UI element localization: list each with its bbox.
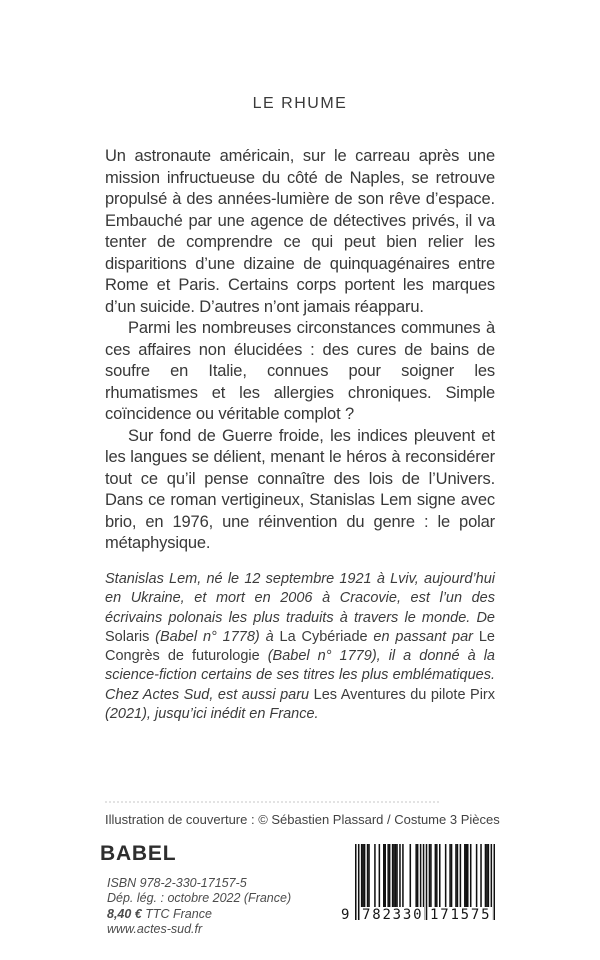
legal-deposit: Dép. lég. : octobre 2022 (France) (107, 891, 292, 906)
price-amount: 8,40 € (107, 906, 142, 921)
barcode-digit-first: 9 (341, 907, 352, 923)
barcode (341, 844, 495, 923)
bio-text: Stanislas Lem, né le 12 septembre 1921 à Lviv, aujourd’hui en Ukraine, et mort en 2006 à Cracovie, est l’un des écrivains polonais les plus traduits à travers le monde. De (105, 571, 495, 626)
bio-text: (Babel n° 1778) à (149, 628, 280, 645)
bio-book-title: Les Aventures du pilote Pirx (313, 686, 495, 703)
synopsis (105, 146, 495, 555)
barcode-digits-right: 171575 (430, 907, 492, 923)
publisher-website: www.actes-sud.fr (107, 921, 203, 936)
price (107, 907, 291, 922)
book-title: LE RHUME (252, 95, 348, 112)
illustration-credit: Illustration de couverture : © Sébastien Plassard / Costume 3 Pièces (105, 812, 500, 827)
barcode-digits (341, 906, 495, 923)
bio-book-title: Le Congrès de futurologie (105, 628, 495, 665)
bio-text: (Babel n° 1779), il a donné à la science-fiction certains de ses titres les plus emblématiques. Chez Actes Sud, est aussi paru (105, 648, 495, 703)
barcode-digits-left: 782330 (362, 907, 424, 923)
bio-book-title: Solaris (105, 628, 150, 645)
bio-text: en passant par (367, 628, 479, 645)
bio-book-title: La Cybériade (279, 628, 368, 645)
isbn-number: ISBN 978-2-330-17157-5 (107, 876, 247, 890)
price-suffix: TTC France (141, 906, 212, 921)
isbn-block (107, 876, 291, 937)
author-bio (105, 570, 495, 724)
synopsis-paragraph-1: Un astronaute américain, sur le carreau après une mission infructueuse du côté de Naples, se retrouve propulsé à des années-lumière de son rêve d’espace. Embauché par une agence de détectives privés, il va tenter de comprendre ce qui peut bien relier les disparitions d’une dizaine de quinquagénaires entre Rome et Paris. Certains corps portent les marques d’un suicide. D’autres n’ont jamais réapparu. (105, 147, 495, 316)
dotted-divider (105, 801, 439, 803)
synopsis-paragraph-2: Parmi les nombreuses circonstances communes à ces affaires non élucidées : des cures de bains de soufre en Italie, connues pour soigner les rhumatismes et les allergies chroniques. Simple coïncidence ou véritable complot ? (105, 319, 495, 423)
bio-text: (2021), jusqu’ici inédit en France. (105, 706, 319, 723)
publisher-logo: BABEL (100, 842, 177, 865)
synopsis-paragraph-3: Sur fond de Guerre froide, les indices pleuvent et les langues se délient, menant le héros à reconsidérer tout ce qu’il pense connaître des lois de l’Univers. Dans ce roman vertigineux, Stanislas Lem signe avec brio, en 1976, une réinvention du genre : le polar métaphysique. (105, 426, 495, 552)
